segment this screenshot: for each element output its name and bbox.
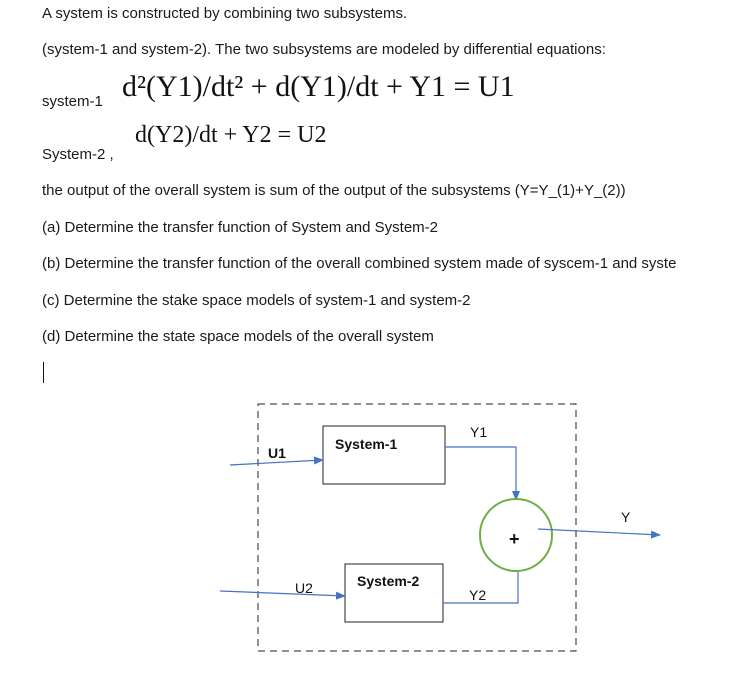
output-description: the output of the overall system is sum of the output of the subsystems (Y=Y_(1)+Y_(2)) bbox=[42, 182, 626, 199]
intro-line-2: (system-1 and system-2). The two subsystems are modeled by differential equations: bbox=[42, 41, 606, 58]
system2-block-label: System-2 bbox=[357, 573, 420, 589]
question-part-b: (b) Determine the transfer function of the overall combined system made of syscem-1 and syste bbox=[42, 255, 677, 272]
intro-line: A system is constructed by combining two subsystems. bbox=[42, 5, 408, 22]
question-part-c: (c) Determine the stake space models of system-1 and system-2 bbox=[42, 292, 471, 309]
y1-label: Y1 bbox=[470, 424, 488, 440]
system1-block-label: System-1 bbox=[335, 436, 398, 452]
system1-label: system-1 bbox=[42, 93, 103, 110]
y2-label: Y2 bbox=[469, 587, 487, 603]
system1-equation: d²(Y1)/dt² + d(Y1)/dt + Y1 = U1 bbox=[122, 70, 515, 103]
y-output-arrow bbox=[538, 529, 660, 535]
sum-sign: + bbox=[509, 529, 520, 549]
question-part-d: (d) Determine the state space models of the overall system bbox=[42, 328, 434, 345]
system2-label: System-2 , bbox=[42, 146, 114, 163]
y1-arrow bbox=[445, 447, 516, 500]
system1-block[interactable] bbox=[323, 426, 445, 484]
u2-arrow bbox=[220, 591, 345, 596]
u1-label: U1 bbox=[268, 445, 286, 461]
y-output-label: Y bbox=[621, 509, 631, 525]
question-part-a: (a) Determine the transfer function of System and System-2 bbox=[42, 219, 438, 236]
system2-equation: d(Y2)/dt + Y2 = U2 bbox=[135, 122, 327, 148]
u2-label: U2 bbox=[295, 580, 313, 596]
